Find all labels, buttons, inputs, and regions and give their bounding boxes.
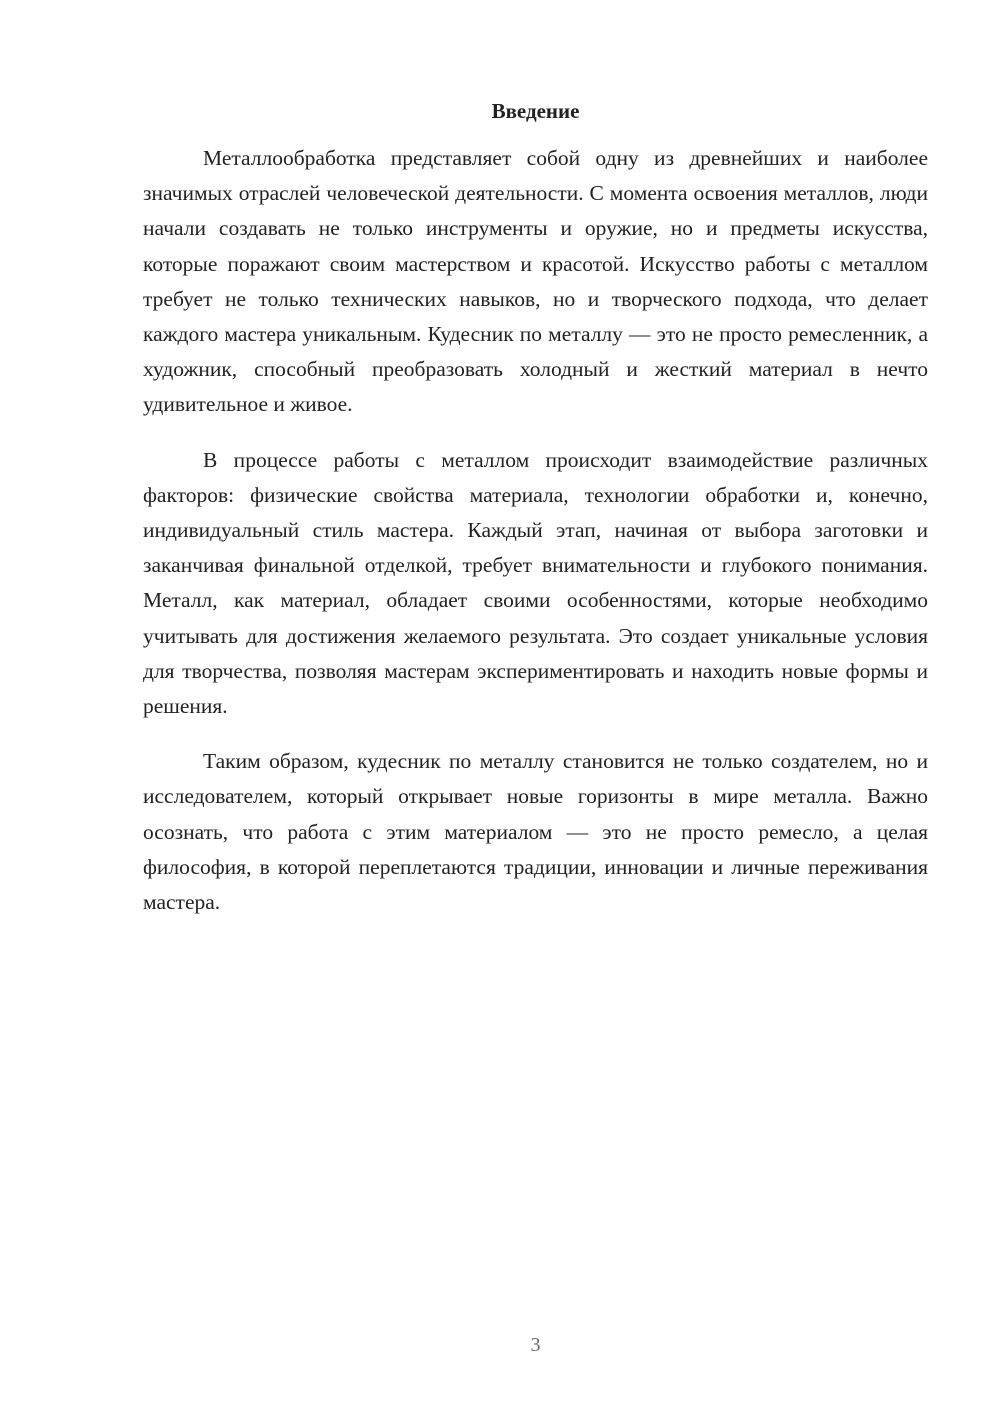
paragraph-3: Таким образом, кудесник по металлу становится не только создателем, но и исследователем, который открывает новые горизонты в мире металла. Важно осознать, что работа с этим материалом — это не просто ремесло, а целая философия, в которой переплетаются традиции, инновации и личные переживания мастера.: [143, 749, 928, 915]
paragraph-2: В процессе работы с металлом происходит взаимодействие различных факторов: физические свойства материала, технологии обработки и, конечно, индивидуальный стиль мастера. Каждый этап, начиная от выбора заготовки и заканчивая финальной отделкой, требует внимательности и глубокого понимания. Металл, как материал, обладает своими особенностями, которые необходимо учитывать для достижения желаемого результата. Это создает уникальные условия для творчества, позволяя мастерам экспериментировать и находить новые формы и решения.: [143, 447, 928, 719]
body-text: [143, 141, 928, 940]
paragraph-1: Металлообработка представляет собой одну из древнейших и наиболее значимых отраслей человеческой деятельности. С момента освоения металлов, люди начали создавать не только инструменты и оружие, но и предметы искусства, которые поражают своим мастерством и красотой. Искусство работы с металлом требует не только технических навыков, но и творческого подхода, что делает каждого мастера уникальным. Кудесник по металлу — это не просто ремесленник, а художник, способный преобразовать холодный и жесткий материал в нечто удивительное и живое.: [143, 146, 928, 417]
page-title: Введение: [491, 99, 580, 123]
document-page: [143, 0, 928, 1414]
page-number: 3: [530, 1334, 541, 1356]
